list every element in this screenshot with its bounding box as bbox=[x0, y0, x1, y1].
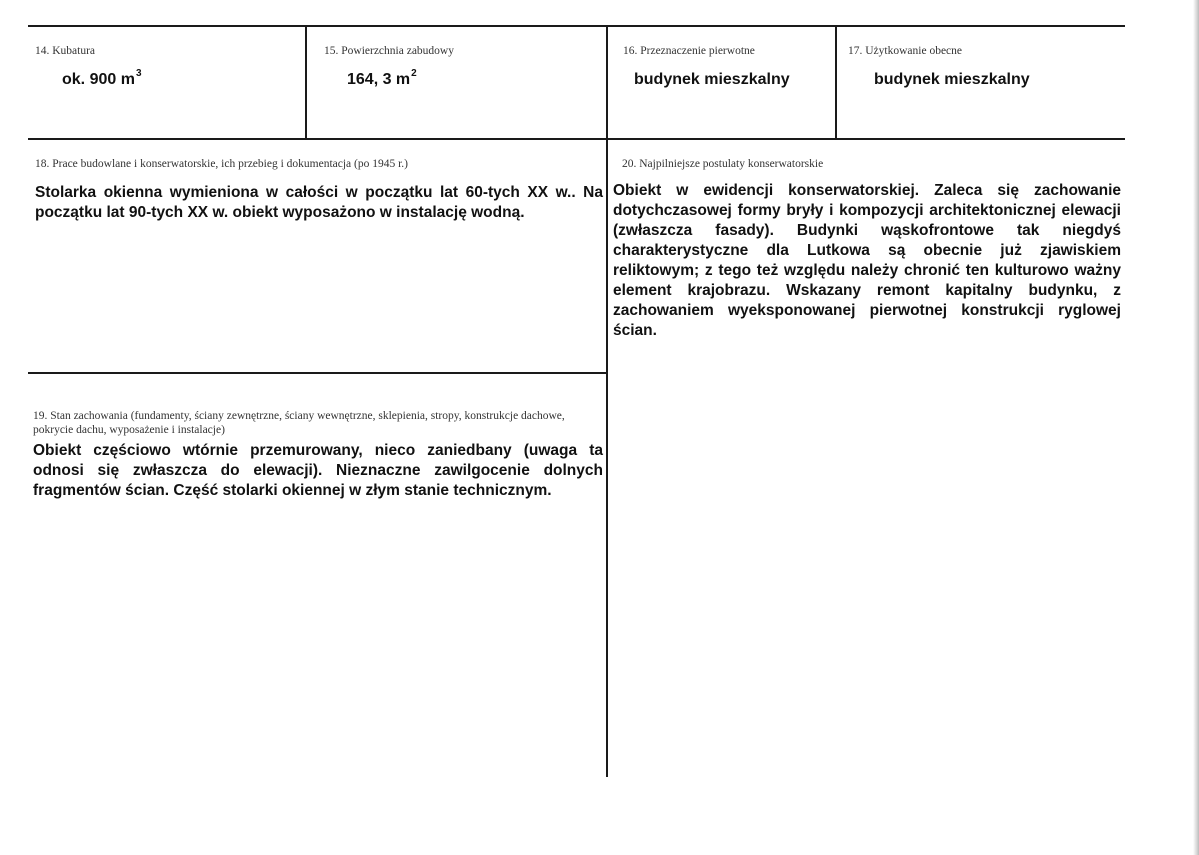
field-19-label: 19. Stan zachowania (fundamenty, ściany zewnętrzne, ściany wewnętrzne, sklepienia, stropy, konstrukcje dachowe, pokrycie dachu, wyposażenie i instalacje) bbox=[33, 410, 565, 436]
field-17-value: budynek mieszkalny bbox=[874, 71, 1030, 88]
field-19-text: Obiekt częściowo wtórnie przemurowany, nieco zaniedbany (uwaga ta odnosi się zwłaszcza do elewacji). Nieznaczne zawilgocenie dolnych fragmentów ścian. Część stolarki okiennej w złym stanie technicznym. bbox=[33, 442, 603, 499]
field-18-text: Stolarka okienna wymieniona w całości w początku lat 60-tych XX w.. Na początku lat 90-tych XX w. obiekt wyposażono w instalację wodną. bbox=[35, 184, 603, 221]
field-20-text: Obiekt w ewidencji konserwatorskiej. Zaleca się zachowanie dotychczasowej formy bryły i kompozycji architektonicznej elewacji (zwłaszcza fasady). Budynki wąskofrontowe tak niegdyś charakterystyczne dla Lutkowa są obecnie już zjawiskiem reliktowym; z tego też względu należy chronić ten kulturowo ważny element krajobrazu. Wskazany remont kapitalny budynku, z zachowaniem wyeksponowanej pierwotnej konstrukcji ryglowej ścian. bbox=[613, 182, 1121, 339]
field-15-value-text: 164, 3 m bbox=[347, 71, 411, 88]
col-divider-center bbox=[606, 25, 608, 777]
field-15-value bbox=[347, 68, 417, 89]
field-14-label: 14. Kubatura bbox=[35, 45, 96, 57]
col-divider-16-17 bbox=[835, 25, 837, 140]
page-edge-shadow bbox=[1193, 0, 1199, 855]
table-top-border bbox=[28, 25, 1125, 27]
field-15-value-sup: 2 bbox=[411, 68, 417, 79]
field-14-value-text: ok. 900 m bbox=[62, 71, 135, 88]
col-divider-14-15 bbox=[305, 25, 307, 140]
field-14-value bbox=[62, 68, 142, 89]
field-16-value: budynek mieszkalny bbox=[634, 71, 790, 88]
field-14-value-sup: 3 bbox=[135, 68, 142, 79]
field-17-label: 17. Użytkowanie obecne bbox=[848, 45, 963, 57]
row-divider-2 bbox=[28, 372, 608, 374]
field-15-label: 15. Powierzchnia zabudowy bbox=[324, 45, 454, 57]
field-16-label: 16. Przeznaczenie pierwotne bbox=[623, 45, 755, 57]
field-18-label: 18. Prace budowlane i konserwatorskie, ich przebieg i dokumentacja (po 1945 r.) bbox=[35, 158, 408, 170]
row-divider-1 bbox=[28, 138, 1125, 140]
field-20-label: 20. Najpilniejsze postulaty konserwatorskie bbox=[622, 158, 824, 170]
